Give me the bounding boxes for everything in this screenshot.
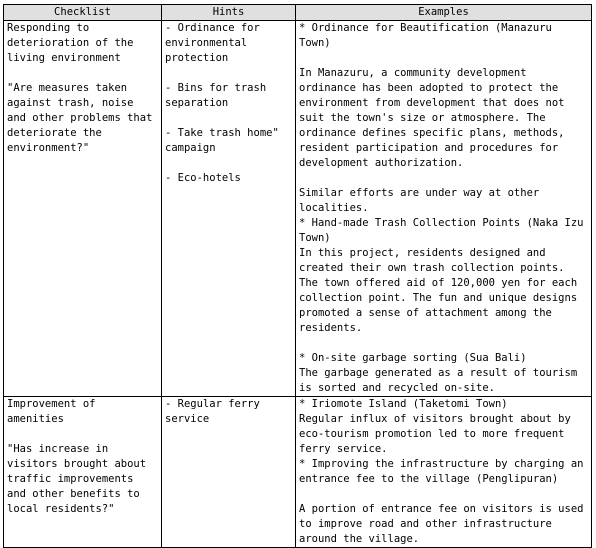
hint-item: - Regular ferry service [165,398,260,425]
header-hints: Hints [162,5,296,21]
example-title: * Improving the infrastructure by charging an entrance fee to the village (Penglipuran) [299,458,584,485]
hint-item: - Take trash home" campaign [165,127,279,154]
table-row [4,397,592,548]
header-examples: Examples [296,5,592,21]
checklist-table [3,4,592,548]
example-title: * Ordinance for Beautification (Manazuru Town) [299,22,552,49]
hint-item: - Eco-hotels [165,172,241,184]
example-body: The garbage generated as a result of tourism is sorted and recycled on-site. [299,367,578,394]
checklist-question: "Are measures taken against trash, noise and other problems that deteriorate the environment?" [7,82,153,154]
example-body: A portion of entrance fee on visitors is used to improve road and other infrastructure around the village. [299,503,584,545]
example-body: In Manazuru, a community development ordinance has been adopted to protect the environment from development that does not suit the town's size or atmosphere. The ordinance defines specific plans, methods, resident participation and procedures for development authorization. [299,67,565,169]
hint-item: - Ordinance for environmental protection [165,22,260,64]
checklist-question: "Has increase in visitors brought about traffic improvements and other benefits to local residents?" [7,443,147,515]
example-title: * On-site garbage sorting (Sua Bali) [299,352,527,364]
hint-item: - Bins for trash separation [165,82,267,109]
hints-cell [162,397,296,548]
checklist-cell [4,21,162,397]
table-row [4,21,592,397]
header-checklist: Checklist [4,5,162,21]
example-title: * Hand-made Trash Collection Points (Naka Izu Town) [299,217,584,244]
checklist-title: Responding to deterioration of the living environment [7,22,134,64]
examples-cell [296,397,592,548]
example-body: In this project, residents designed and created their own trash collection points. The town offered aid of 120,000 yen for each collection point. The fun and unique designs promoted a sense of attachment among the residents. [299,247,578,334]
example-title: * Iriomote Island (Taketomi Town) [299,398,508,410]
table-header-row [4,5,592,21]
hints-cell [162,21,296,397]
example-body: Regular influx of visitors brought about by eco-tourism promotion led to more frequent ferry service. [299,413,571,455]
checklist-cell [4,397,162,548]
example-note: Similar efforts are under way at other localities. [299,187,540,214]
checklist-title: Improvement of amenities [7,398,96,425]
examples-cell [296,21,592,397]
